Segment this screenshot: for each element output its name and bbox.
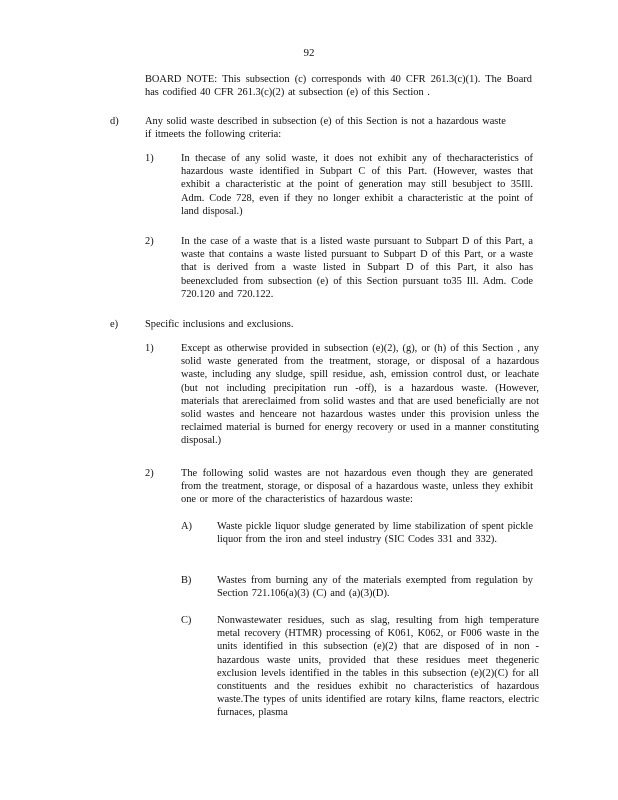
section-e2a-marker: A): [181, 521, 192, 532]
section-d2-text: In the case of a waste that is a listed waste pursuant to Subpart D of this Part, a waste that contains a waste listed pursuant to Subpart D of this Part, or a waste that is derived from a waste listed in Subpart D of this Part, it also has beenexcluded from subsection (e) of this Section pursuant to35 Ill. Adm. Code 720.120 and 720.122.: [181, 236, 533, 300]
section-d1-text: In thecase of any solid waste, it does not exhibit any of thecharacteristics of hazardous waste identified in Subpart C of this Part. (However, wastes that exhibit a characteristic at the point of generation may still besubject to 35Ill. Adm. Code 728, even if they no longer exhibit a characteristic at the point of land disposal.): [181, 153, 533, 217]
section-e1-marker: 1): [145, 343, 154, 354]
section-d2-marker: 2): [145, 236, 154, 247]
section-e1-text: Except as otherwise provided in subsection (e)(2), (g), or (h) of this Section , any solid waste generated from the treatment, storage, or disposal of a hazardous waste, including any sludge, spill residue, ash, emission control dust, or leachate (but not including precipitation run -off), is a hazardous waste. (However, materials that arereclaimed from solid wastes and that are used beneficially are not solid wastes and henceare not hazardous wastes under this provision unless the reclaimed material is burned for energy recovery or used in a manner constituting disposal.): [181, 343, 539, 447]
section-e2c-text: Nonwastewater residues, such as slag, resulting from high temperature metal recovery (HTMR) processing of K061, K062, or F006 waste in the units identified in this subsection (e)(2) that are disposed of in non -hazardous waste units, provided that these residues meet thegeneric exclusion levels identified in the tables in this subsection (e)(2)(C) for all constituents and the residues exhibit no characteristics of hazardous waste.The types of units identified are rotary kilns, flame reactors, electric furnaces, plasma: [217, 615, 539, 719]
section-d-text: Any solid waste described in subsection (e) of this Section is not a hazardous waste if itmeets the following criteria:: [145, 116, 506, 141]
section-e-marker: e): [110, 319, 119, 330]
section-e2-text: The following solid wastes are not hazardous even though they are generated from the treatment, storage, or disposal of a hazardous waste, unless they exhibit one or more of the characteristics of hazardous waste:: [181, 468, 533, 506]
section-d1-marker: 1): [145, 153, 154, 164]
section-d-marker: d): [110, 116, 119, 127]
section-e2-marker: 2): [145, 468, 154, 479]
section-e2c-marker: C): [181, 615, 192, 626]
section-e-heading: Specific inclusions and exclusions.: [145, 319, 294, 330]
section-e2b-marker: B): [181, 575, 192, 586]
section-e2b-text: Wastes from burning any of the materials exempted from regulation by Section 721.106(a)(3) (C) and (a)(3)(D).: [217, 575, 533, 600]
board-note: BOARD NOTE: This subsection (c) corresponds with 40 CFR 261.3(c)(1). The Board has codified 40 CFR 261.3(c)(2) at subsection (e) of this Section .: [145, 74, 532, 99]
page-number: 92: [303, 47, 315, 59]
section-e2a-text: Waste pickle liquor sludge generated by lime stabilization of spent pickle liquor from the iron and steel industry (SIC Codes 331 and 332).: [217, 521, 533, 546]
